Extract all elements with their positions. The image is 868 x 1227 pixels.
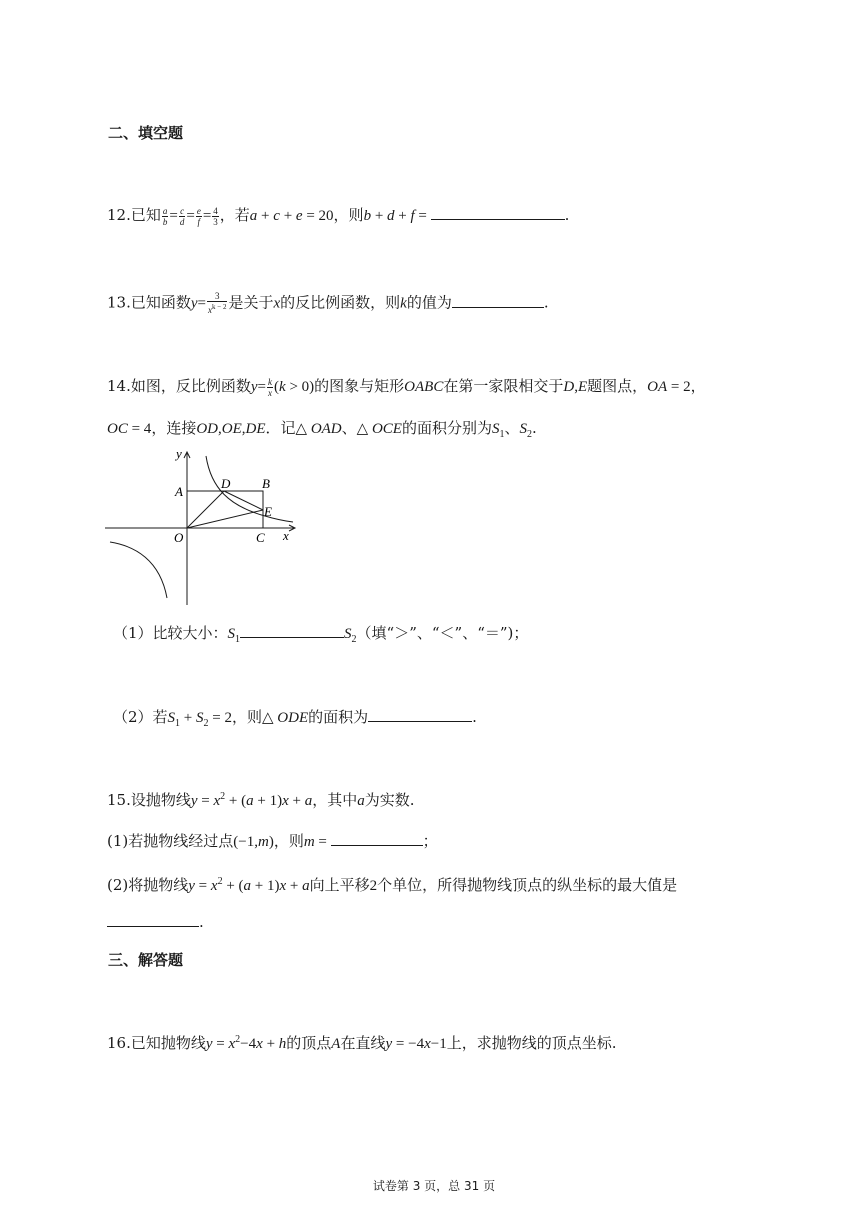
segment-od: [187, 491, 224, 528]
segment-de: [224, 491, 263, 510]
hyperbola-branch-q1: [206, 456, 293, 522]
question-15-part-2: (2)将抛物线$y = x^2 + (a + 1)x + a$向上平移2个单位，所得抛物线顶点的纵坐标的最大值是: [107, 876, 678, 894]
q12-fraction-c-d: $\frac{c}{d}$: [179, 205, 185, 227]
q15-text-c: 为实数.: [364, 791, 415, 809]
segment-oe: [187, 510, 263, 528]
q12-math-sum-ace: a: [249, 208, 258, 224]
q12-text-2: ，若: [219, 206, 250, 224]
q15-p2-text-e: .: [199, 913, 204, 931]
q14-number: 14.: [107, 377, 131, 395]
q15-p2-text-b: 向上平移: [309, 876, 370, 894]
question-15-line-1: 15.设抛物线$y = x^2 + (a + 1)x + a$，其中a为实数.: [107, 791, 415, 809]
q12-text-1: 已知: [130, 206, 161, 224]
question-16: 16.已知抛物线$y = x^2-4x + h$的顶点A在直线y = −4x−1上，求抛物线的顶点坐标.: [107, 1034, 617, 1052]
q15-p1-text-c: ；: [422, 832, 438, 850]
q16-text-a: 16.已知抛物线: [107, 1034, 206, 1052]
q12-text-3: ，则: [333, 206, 364, 224]
q14-p2-text-d: .: [472, 708, 477, 726]
q14-text-10: .: [531, 419, 537, 437]
q15-p2-text-c: 2: [369, 878, 378, 894]
question-15-part-1: (1)若抛物线经过点(−1,m)，则m = ；: [107, 832, 438, 850]
q15-text-a: 15.设抛物线: [107, 791, 191, 809]
q14-p1-answer-blank[interactable]: [240, 623, 344, 638]
question-14-part-1: （1）比较大小：$S_1$ $S_2$（填“＞”、“＜”、“＝”)；: [113, 624, 529, 645]
q16-text-d: 在直线: [340, 1034, 386, 1052]
q13-text-5: .: [543, 293, 549, 312]
q13-text-1: 已知函数: [130, 293, 191, 312]
q14-p2-answer-blank[interactable]: [368, 707, 472, 722]
q14-p2-text-a: （2）若: [113, 708, 168, 726]
question-14-line-2: OC = 4，连接OD,OE,DE．记△ OAD、△ OCE的面积分别为$S_1$、$S_2$.: [107, 419, 537, 440]
label-y: y: [176, 448, 182, 461]
q16-text-e: 上，求抛物线的顶点坐标.: [446, 1034, 617, 1052]
section-title-solve: 三、解答题: [108, 951, 184, 969]
label-o: O: [174, 530, 184, 545]
hyperbola-branch-q3: [110, 542, 167, 598]
q12-text-4: .: [564, 206, 570, 224]
q13-fraction: $\frac{3}{x^{k - 2}}$: [208, 291, 227, 315]
q15-p1-text-a: (1)若抛物线经过点: [107, 832, 234, 850]
q14-p1-text-a: （1）比较大小：: [113, 624, 228, 642]
label-a: A: [175, 484, 183, 499]
q14-text-2: 的图象与矩形: [314, 377, 405, 395]
label-e: E: [264, 504, 272, 519]
q15-p1-text-b: ，则: [273, 832, 304, 850]
q13-answer-blank[interactable]: [452, 293, 544, 308]
q12-fraction-a-b: $\frac{a}{b}$: [162, 205, 168, 227]
rectangle-oabc: [187, 491, 263, 528]
q15-p2-text-d: 个单位，所得抛物线顶点的纵坐标的最大值是: [377, 876, 678, 894]
q12-fraction-4-3: $\frac{4}{3}$: [213, 205, 218, 227]
q14-text-1: 如图，反比例函数: [130, 377, 251, 395]
q13-math-y: y: [190, 295, 198, 312]
q15-p2-answer-blank[interactable]: [107, 912, 199, 927]
q14-text-6: ．记: [265, 419, 296, 437]
q14-p1-text-b: （填“＞”、“＜”、“＝”)；: [356, 624, 529, 642]
q13-text-4: 的值为: [406, 293, 452, 312]
label-c: C: [256, 530, 265, 545]
q16-text-b: 的顶点: [286, 1034, 332, 1052]
label-x: x: [283, 528, 289, 543]
q14-fraction-k-x: $\frac{k}{x}$: [268, 376, 273, 398]
page-footer: 试卷第 3 页，总 31 页: [372, 1179, 496, 1193]
q15-p1-answer-blank[interactable]: [331, 831, 423, 846]
q12-math-sum-bdf: b: [363, 208, 372, 224]
q14-figure: [105, 448, 305, 608]
q14-p2-text-c: 的面积为: [308, 708, 369, 726]
q12-answer-blank[interactable]: [431, 205, 565, 220]
q16-text-c: A: [331, 1036, 341, 1052]
q14-text-4: 题图点，: [587, 377, 648, 395]
q14-text-9: 、: [504, 419, 520, 437]
q12-fraction-e-f: $\frac{e}{f}$: [196, 205, 201, 227]
label-b: B: [262, 476, 270, 491]
q12-number: 12.: [107, 206, 131, 224]
q15-text-b: ，其中: [312, 791, 358, 809]
q14-text-3: 在第一家限相交于: [443, 377, 564, 395]
q14-text-5: ，连接: [151, 419, 197, 437]
q13-text-2: 是关于: [228, 293, 274, 312]
q13-text-3: 的反比例函数，则: [280, 293, 401, 312]
question-13: 13.已知函数y= $\frac{3}{x^{k - 2}}$ 是关于x的反比例函数，则k的值为 .: [107, 291, 549, 315]
q14-text-8: 的面积分别为: [401, 419, 492, 437]
question-12: 12.已知 $\frac{a}{b}$ = $\frac{c}{d}$ = $\frac{e}{f}$ = $\frac{4}{3}$ ，若a + c + e = 20，则b + d + f = .: [107, 205, 570, 227]
question-15-part-2-answer: [107, 912, 204, 931]
q14-text-7: 、: [341, 419, 357, 437]
question-14-line-1: 14.如图，反比例函数y= $\frac{k}{x}$ (k > 0)的图象与矩形OABC在第一家限相交于D,E题图点，OA = 2，: [107, 376, 706, 398]
q13-number: 13.: [107, 293, 131, 312]
label-d: D: [221, 476, 231, 491]
q14-p2-text-b: ，则: [231, 708, 262, 726]
q15-p2-text-a: (2)将抛物线: [107, 876, 189, 894]
section-title-fill: 二、填空题: [108, 124, 184, 142]
question-14-part-2: （2）若$S_1 + S_2 = 2$，则△ ODE的面积为 .: [113, 708, 477, 729]
